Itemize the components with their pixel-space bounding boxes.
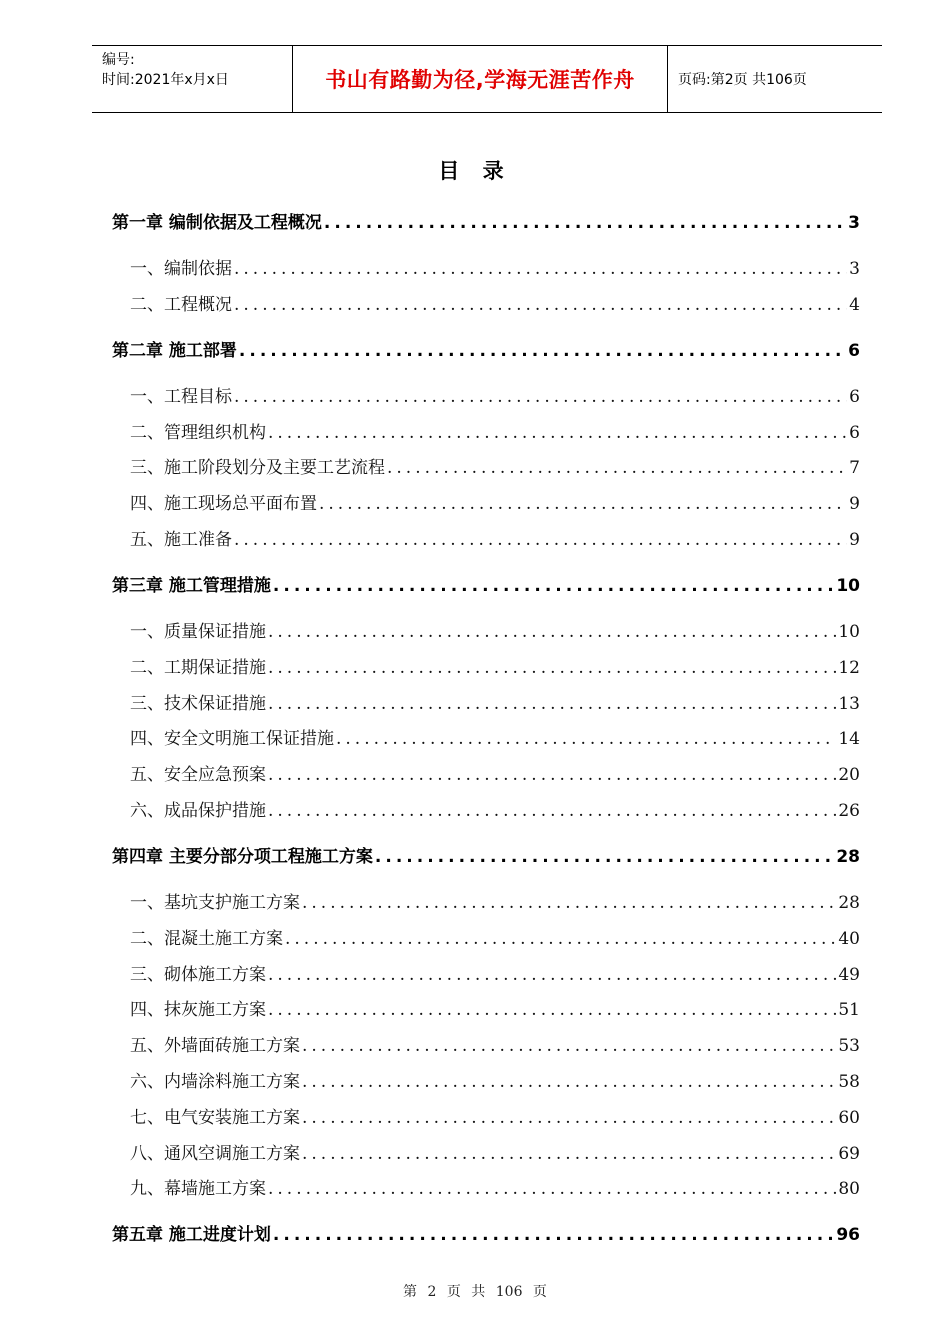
- toc-entry-label: 五、安全应急预案: [130, 765, 266, 786]
- toc-entry-page: 6: [848, 340, 860, 361]
- toc-section-entry[interactable]: [112, 1031, 860, 1056]
- toc-section-entry[interactable]: [112, 1139, 860, 1164]
- toc-entry-label: 四、抹灰施工方案: [130, 1000, 266, 1021]
- toc-leader-dots: [302, 1036, 836, 1056]
- toc-section-entry[interactable]: [112, 617, 860, 642]
- toc-entry-label: 五、外墙面砖施工方案: [130, 1036, 300, 1057]
- toc-entry-label: 二、工程概况: [130, 294, 232, 315]
- toc-entry-page: 10: [836, 576, 860, 596]
- toc-leader-dots: [324, 213, 846, 233]
- toc-entry-page: 9: [849, 530, 860, 550]
- toc-section-entry[interactable]: [112, 1174, 860, 1199]
- toc-entry-label: 第五章 施工进度计划: [112, 1225, 271, 1246]
- toc-leader-dots: [387, 458, 847, 478]
- toc-entry-label: 四、施工现场总平面布置: [130, 494, 317, 515]
- toc-entry-label: 第二章 施工部署: [112, 340, 237, 361]
- toc-entry-page: 3: [848, 213, 860, 233]
- toc-section-entry[interactable]: [112, 418, 860, 443]
- toc-leader-dots: [319, 494, 847, 514]
- toc-section-entry[interactable]: [112, 888, 860, 913]
- toc-entry-page: 7: [849, 458, 860, 479]
- toc-entry-label: 三、技术保证措施: [130, 693, 266, 714]
- toc-leader-dots: [268, 1000, 836, 1020]
- toc-chapter-entry[interactable]: [112, 336, 860, 361]
- toc-entry-label: 八、通风空调施工方案: [130, 1143, 300, 1164]
- toc-section-entry[interactable]: [112, 525, 860, 550]
- toc-leader-dots: [268, 765, 836, 785]
- toc-leader-dots: [234, 259, 847, 279]
- toc-entry-label: 三、施工阶段划分及主要工艺流程: [130, 458, 385, 479]
- toc-section-entry[interactable]: [112, 796, 860, 821]
- header-page-label: 页码:第2页 共106页: [678, 72, 807, 88]
- toc-entry-page: 6: [849, 386, 860, 407]
- toc-entry-label: 一、基坑支护施工方案: [130, 893, 300, 913]
- toc-section-entry[interactable]: [112, 653, 860, 678]
- toc-entry-page: 40: [838, 928, 860, 949]
- toc-chapter-entry[interactable]: [112, 571, 860, 596]
- toc-entry-label: 一、质量保证措施: [130, 622, 266, 642]
- toc-leader-dots: [268, 622, 836, 642]
- toc-entry-label: 九、幕墙施工方案: [130, 1179, 266, 1200]
- toc-entry-label: 七、电气安装施工方案: [130, 1107, 300, 1128]
- toc-leader-dots: [268, 658, 836, 678]
- toc-title: 目 录: [438, 159, 512, 183]
- toc-entry-label: 三、砌体施工方案: [130, 964, 266, 985]
- toc-leader-dots: [268, 1179, 836, 1199]
- toc-entry-page: 58: [838, 1072, 860, 1092]
- toc-entry-label: 第四章 主要分部分项工程施工方案: [112, 847, 373, 867]
- toc-entry-label: 五、施工准备: [130, 530, 232, 550]
- toc-leader-dots: [302, 893, 836, 913]
- toc-leader-dots: [234, 295, 847, 315]
- toc-leader-dots: [273, 576, 834, 596]
- toc-section-entry[interactable]: [112, 995, 860, 1020]
- toc-section-entry[interactable]: [112, 960, 860, 985]
- toc-entry-page: 10: [838, 622, 860, 642]
- toc-entry-page: 96: [836, 1225, 860, 1246]
- toc-entry-page: 20: [838, 765, 860, 786]
- header-motto: 书山有路勤为径,学海无涯苦作舟: [292, 46, 668, 112]
- toc-entry-page: 53: [838, 1036, 860, 1057]
- toc-entry-page: 26: [838, 801, 860, 821]
- toc-entry-label: 二、工期保证措施: [130, 657, 266, 678]
- toc-section-entry[interactable]: [112, 760, 860, 785]
- toc-section-entry[interactable]: [112, 724, 860, 749]
- toc-leader-dots: [268, 801, 836, 821]
- toc-entry-label: 一、编制依据: [130, 259, 232, 279]
- header-meta: [92, 46, 292, 112]
- toc-section-entry[interactable]: [112, 1103, 860, 1128]
- toc-section-entry[interactable]: [112, 382, 860, 407]
- toc-section-entry[interactable]: [112, 453, 860, 478]
- toc-leader-dots: [302, 1108, 836, 1128]
- toc-entry-page: 28: [838, 893, 860, 913]
- toc-leader-dots: [268, 694, 836, 714]
- page-footer: 第 2 页 共 106 页: [403, 1284, 547, 1300]
- toc-entry-page: 12: [838, 657, 860, 678]
- toc-leader-dots: [234, 387, 847, 407]
- toc-entry-page: 14: [838, 729, 860, 750]
- toc-entry-page: 69: [838, 1143, 860, 1164]
- toc-entry-label: 二、管理组织机构: [130, 422, 266, 443]
- toc-chapter-entry[interactable]: [112, 208, 860, 233]
- toc-section-entry[interactable]: [112, 1067, 860, 1092]
- toc-entry-page: 51: [838, 1000, 860, 1021]
- toc-chapter-entry[interactable]: [112, 1220, 860, 1245]
- toc-entry-label: 四、安全文明施工保证措施: [130, 729, 334, 750]
- toc-entry-page: 6: [849, 422, 860, 443]
- toc-entry-label: 六、成品保护措施: [130, 801, 266, 821]
- toc-entry-label: 第三章 施工管理措施: [112, 576, 271, 596]
- toc-entry-label: 一、工程目标: [130, 386, 232, 407]
- toc-entry-page: 9: [849, 494, 860, 515]
- toc-section-entry[interactable]: [112, 924, 860, 949]
- toc-leader-dots: [239, 341, 846, 361]
- toc-leader-dots: [273, 1225, 834, 1245]
- toc-leader-dots: [302, 1072, 836, 1092]
- toc-leader-dots: [234, 530, 847, 550]
- toc-entry-label: 二、混凝土施工方案: [130, 928, 283, 949]
- page-header: [92, 45, 882, 113]
- toc-entry-page: 60: [838, 1107, 860, 1128]
- toc-leader-dots: [268, 965, 836, 985]
- toc-entry-page: 49: [838, 964, 860, 985]
- toc-entry-label: 第一章 编制依据及工程概况: [112, 213, 322, 233]
- toc-entry-page: 4: [849, 294, 860, 315]
- toc-entry-label: 六、内墙涂料施工方案: [130, 1072, 300, 1092]
- toc-section-entry[interactable]: [112, 489, 860, 514]
- document-time-label: 时间:2021年x月x日: [102, 72, 229, 88]
- toc-section-entry[interactable]: [112, 689, 860, 714]
- toc-entry-page: 28: [836, 847, 860, 867]
- document-number-label: 编号:: [102, 52, 135, 68]
- toc-entry-page: 3: [849, 259, 860, 279]
- toc-leader-dots: [375, 847, 834, 867]
- toc-chapter-entry[interactable]: [112, 842, 860, 867]
- toc-leader-dots: [285, 929, 836, 949]
- toc-leader-dots: [268, 423, 847, 443]
- toc-section-entry[interactable]: [112, 290, 860, 315]
- toc-leader-dots: [336, 729, 836, 749]
- toc-section-entry[interactable]: [112, 254, 860, 279]
- toc-entry-page: 80: [838, 1179, 860, 1200]
- toc-leader-dots: [302, 1144, 836, 1164]
- toc-entry-page: 13: [838, 693, 860, 714]
